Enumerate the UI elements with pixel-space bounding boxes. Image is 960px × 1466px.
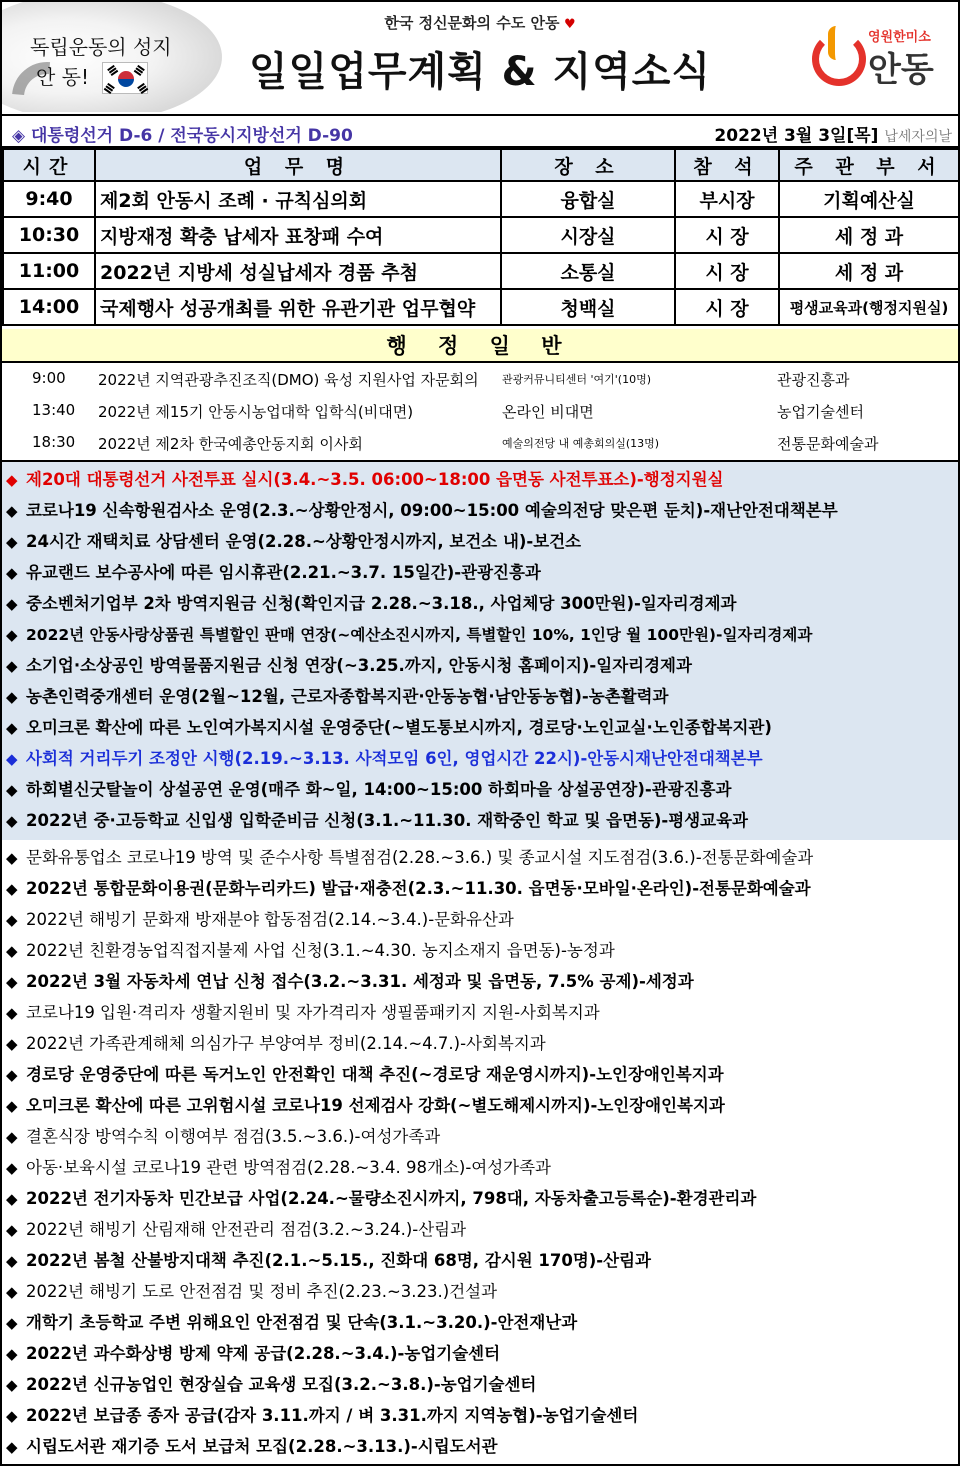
admin-dept: 농업기술센터 <box>777 403 864 421</box>
diamond-icon: ◆ <box>6 595 18 613</box>
schedule-place: 융합실 <box>501 181 675 217</box>
col-header-attend: 참 석 <box>675 149 779 181</box>
notice-text: 2022년 보급종 종자 공급(감자 3.11.까지 / 벼 3.31.까지 지역농협)-농업기술센터 <box>26 1406 639 1425</box>
diamond-icon: ◆ <box>6 1066 18 1084</box>
schedule-attend: 시 장 <box>675 289 779 325</box>
notice-item <box>2 619 958 650</box>
notice-item <box>2 1028 958 1059</box>
notice-item <box>2 1400 958 1431</box>
notice-item <box>2 966 958 997</box>
diamond-icon: ◆ <box>6 1221 18 1239</box>
notice-item <box>2 935 958 966</box>
diamond-icon: ◆ <box>6 1190 18 1208</box>
diamond-icon: ◆ <box>6 1407 18 1425</box>
schedule-dept: 평생교육과(행정지원실) <box>779 289 959 325</box>
notice-item <box>2 1245 958 1276</box>
schedule-dept: 세 정 과 <box>779 253 959 289</box>
notice-item <box>2 1152 958 1183</box>
notice-text: 2022년 해빙기 산림재해 안전관리 점검(3.2.~3.24.)-산림과 <box>26 1220 467 1239</box>
schedule-time: 14:00 <box>3 289 95 325</box>
diamond-icon: ◆ <box>6 688 18 706</box>
schedule-table <box>2 148 960 326</box>
diamond-icon: ◆ <box>6 1376 18 1394</box>
notice-text: 제20대 대통령선거 사전투표 실시(3.4.~3.5. 06:00~18:00 읍면동 사전투표소)-행정지원실 <box>26 470 724 489</box>
admin-dept: 관광진흥과 <box>777 371 850 389</box>
date-display <box>714 121 952 146</box>
notice-text: 사회적 거리두기 조정안 시행(2.19.~3.13. 사적모임 6인, 영업시간 22시)-안동시재난안전대책본부 <box>26 749 763 768</box>
notice-item <box>2 997 958 1028</box>
notice-text: 24시간 재택치료 상담센터 운영(2.28.~상황안정시까지, 보건소 내)-보건소 <box>26 532 582 551</box>
election-bar <box>2 114 958 148</box>
andong-logo <box>808 24 948 94</box>
subtitle-text: 한국 정신문화의 수도 안동 <box>384 14 560 32</box>
notice-text: 오미크론 확산에 따른 고위험시설 코로나19 선제검사 강화(~별도해제시까지)-노인장애인복지과 <box>26 1096 725 1115</box>
col-header-dept: 주 관 부 서 <box>779 149 959 181</box>
admin-name: 2022년 제15기 안동시농업대학 입학식(비대면) <box>98 403 414 421</box>
heart-icon: ♥ <box>559 17 576 32</box>
notice-text: 하회별신굿탈놀이 상설공연 운영(매주 화~일, 14:00~15:00 하회마을 상설공연장)-관광진흥과 <box>26 780 732 799</box>
notice-item <box>2 1090 958 1121</box>
admin-row <box>2 427 958 459</box>
notice-item <box>2 904 958 935</box>
notice-text: 중소벤처기업부 2차 방역지원금 신청(확인지급 2.28.~3.18., 사업체당 300만원)-일자리경제과 <box>26 594 737 613</box>
notice-text: 아동·보육시설 코로나19 관련 방역점검(2.28.~3.4. 98개소)-여성가족과 <box>26 1158 551 1177</box>
schedule-attend: 시 장 <box>675 217 779 253</box>
schedule-time: 10:30 <box>3 217 95 253</box>
notice-text: 오미크론 확산에 따른 노인여가복지시설 운영중단(~별도통보시까지, 경로당·노인교실·노인종합복지관) <box>26 718 772 737</box>
notice-item <box>2 1121 958 1152</box>
notice-item <box>2 1338 958 1369</box>
notice-item <box>2 805 958 836</box>
notice-text: 2022년 가족관계해체 의심가구 부양여부 정비(2.14.~4.7.)-사회복지과 <box>26 1034 546 1053</box>
notice-text: 2022년 신규농업인 현장실습 교육생 모집(3.2.~3.8.)-농업기술센터 <box>26 1375 537 1394</box>
notice-text: 소기업·소상공인 방역물품지원금 신청 연장(~3.25.까지, 안동시청 홈페이지)-일자리경제과 <box>26 656 692 675</box>
notice-text: 2022년 전기자동차 민간보급 사업(2.24.~물량소진시까지, 798대, 자동차출고등록순)-환경관리과 <box>26 1189 757 1208</box>
diamond-icon: ◆ <box>6 1252 18 1270</box>
diamond-icon: ◆ <box>6 626 18 644</box>
notice-item <box>2 1276 958 1307</box>
diamond-icon: ◆ <box>6 564 18 582</box>
schedule-attend: 시 장 <box>675 253 779 289</box>
schedule-row <box>3 217 959 253</box>
diamond-icon: ◆ <box>6 812 18 830</box>
notice-item <box>2 464 958 495</box>
admin-row <box>2 363 958 395</box>
diamond-icon: ◆ <box>6 1159 18 1177</box>
col-header-place: 장 소 <box>501 149 675 181</box>
diamond-icon: ◆ <box>6 471 18 489</box>
notice-text: 2022년 3월 자동차세 연납 신청 접수(3.2.~3.31. 세정과 및 읍면동, 7.5% 공제)-세정과 <box>26 972 694 991</box>
notice-item <box>2 1183 958 1214</box>
diamond-icon: ◆ <box>6 911 18 929</box>
schedule-row <box>3 181 959 217</box>
election-countdown: ◈ 대통령선거 D-6 / 전국동시지방선거 D-90 <box>12 126 353 146</box>
notice-text: 코로나19 신속항원검사소 운영(2.3.~상황안정시, 09:00~15:00 예술의전당 맞은편 둔치)-재난안전대책본부 <box>26 501 838 520</box>
diamond-icon: ◆ <box>6 719 18 737</box>
diamond-icon: ◆ <box>6 1345 18 1363</box>
notice-item <box>2 495 958 526</box>
schedule-task: 지방재정 확충 납세자 표창패 수여 <box>95 217 501 253</box>
diamond-icon: ◆ <box>6 1004 18 1022</box>
admin-place: 온라인 비대면 <box>502 403 594 421</box>
notice-text: 2022년 해빙기 문화재 방재분야 합동점검(2.14.~3.4.)-문화유산과 <box>26 910 514 929</box>
notice-item <box>2 1059 958 1090</box>
admin-place: 예술의전당 내 예총회의실(13명) <box>502 437 660 450</box>
admin-place: 관광커뮤니티센터 '여기'(10명) <box>502 373 652 386</box>
notice-text: 2022년 안동사랑상품권 특별할인 판매 연장(~예산소진시까지, 특별할인 10%, 1인당 월 100만원)-일자리경제과 <box>26 626 813 644</box>
notice-item <box>2 526 958 557</box>
admin-name: 2022년 제2차 한국예총안동지회 이사회 <box>98 435 363 453</box>
notice-item <box>2 842 958 873</box>
notice-text: 2022년 과수화상병 방제 약제 공급(2.28.~3.4.)-농업기술센터 <box>26 1344 501 1363</box>
date-text: 2022년 3월 3일[목] <box>714 126 879 146</box>
admin-heading: 행 정 일 반 <box>2 329 958 363</box>
logo-accent-icon <box>828 26 846 60</box>
diamond-icon: ◆ <box>6 533 18 551</box>
diamond-icon: ◆ <box>6 750 18 768</box>
notice-item <box>2 1214 958 1245</box>
notice-item <box>2 681 958 712</box>
notice-item <box>2 712 958 743</box>
logo-tagline: 영원한미소 <box>868 30 931 45</box>
notice-text: 문화유통업소 코로나19 방역 및 준수사항 특별점검(2.28.~3.6.) 및 종교시설 지도점검(3.6.)-전통문화예술과 <box>26 848 814 867</box>
schedule-task: 2022년 지방세 성실납세자 경품 추첨 <box>95 253 501 289</box>
schedule-task: 제2회 안동시 조례 · 규칙심의회 <box>95 181 501 217</box>
logo-name: 안동 <box>868 50 934 90</box>
admin-time: 18:30 <box>32 433 76 451</box>
notice-item <box>2 1369 958 1400</box>
notice-text: 개학기 초등학교 주변 위해요인 안전점검 및 단속(3.1.~3.20.)-안전재난과 <box>26 1313 578 1332</box>
schedule-time: 9:40 <box>3 181 95 217</box>
notice-text: 2022년 해빙기 도로 안전점검 및 정비 추진(2.23.~3.23.)건설과 <box>26 1282 498 1301</box>
admin-time: 13:40 <box>32 401 76 419</box>
notice-item <box>2 1431 958 1462</box>
schedule-place: 소통실 <box>501 253 675 289</box>
diamond-icon: ◆ <box>6 502 18 520</box>
schedule-dept: 세 정 과 <box>779 217 959 253</box>
schedule-place: 청백실 <box>501 289 675 325</box>
admin-name: 2022년 지역관광추진조직(DMO) 육성 지원사업 자문회의 <box>98 371 479 389</box>
schedule-dept: 기획예산실 <box>779 181 959 217</box>
admin-time: 9:00 <box>32 369 66 387</box>
notice-text: 시립도서관 재기증 도서 보급처 모집(2.28.~3.13.)-시립도서관 <box>26 1437 498 1456</box>
diamond-icon: ◆ <box>6 1097 18 1115</box>
schedule-attend: 부시장 <box>675 181 779 217</box>
diamond-icon: ◆ <box>6 781 18 799</box>
diamond-icon: ◆ <box>6 657 18 675</box>
col-header-task: 업 무 명 <box>95 149 501 181</box>
notice-text: 코로나19 입원·격리자 생활지원비 및 자가격리자 생필품패키지 지원-사회복지과 <box>26 1003 600 1022</box>
notice-item <box>2 588 958 619</box>
admin-dept: 전통문화예술과 <box>777 435 879 453</box>
schedule-place: 시장실 <box>501 217 675 253</box>
notice-text: 결혼식장 방역수칙 이행여부 점검(3.5.~3.6.)-여성가족과 <box>26 1127 441 1146</box>
page-title: 일일업무계획 & 지역소식 <box>248 49 712 95</box>
diamond-icon: ◆ <box>6 849 18 867</box>
tax-day-note: 납세자의날 <box>884 129 952 145</box>
notice-text: 경로당 운영중단에 따른 독거노인 안전확인 대책 추진(~경로당 재운영시까지)-노인장애인복지과 <box>26 1065 724 1084</box>
schedule-header-row <box>3 149 959 181</box>
admin-row <box>2 395 958 427</box>
schedule-row <box>3 253 959 289</box>
notice-item <box>2 650 958 681</box>
page-inner <box>2 2 958 1464</box>
diamond-icon: ◆ <box>6 880 18 898</box>
notice-text: 2022년 봄철 산불방지대책 추진(2.1.~5.15., 진화대 68명, 감시원 170명)-산림과 <box>26 1251 651 1270</box>
diamond-icon: ◆ <box>6 942 18 960</box>
notice-item <box>2 557 958 588</box>
slogan-line-2: 안 동! <box>36 65 90 89</box>
diamond-icon: ◆ <box>6 1283 18 1301</box>
diamond-icon: ◆ <box>6 973 18 991</box>
notice-text: 유교랜드 보수공사에 따른 임시휴관(2.21.~3.7. 15일간)-관광진흥과 <box>26 563 541 582</box>
schedule-time: 11:00 <box>3 253 95 289</box>
notice-item <box>2 743 958 774</box>
notice-item <box>2 1307 958 1338</box>
schedule-task: 국제행사 성공개최를 위한 유관기관 업무협약 <box>95 289 501 325</box>
notice-text: 2022년 중·고등학교 신입생 입학준비금 신청(3.1.~11.30. 재학중인 학교 및 읍면동)-평생교육과 <box>26 811 748 830</box>
diamond-icon: ◆ <box>6 1438 18 1456</box>
slogan-line-1: 독립운동의 성지 <box>30 35 172 59</box>
notice-text: 2022년 친환경농업직접지불제 사업 신청(3.1.~4.30. 농지소재지 읍면동)-농정과 <box>26 941 615 960</box>
diamond-icon: ◆ <box>6 1128 18 1146</box>
notice-item <box>2 774 958 805</box>
schedule-row <box>3 289 959 325</box>
header <box>2 2 958 112</box>
notice-text: 2022년 통합문화이용권(문화누리카드) 발급·재충전(2.3.~11.30. 읍면동·모바일·온라인)-전통문화예술과 <box>26 879 811 898</box>
notice-text: 농촌인력중개센터 운영(2월~12월, 근로자종합복지관·안동농협·남안동농협)-농촌활력과 <box>26 687 669 706</box>
col-header-time: 시간 <box>3 149 95 181</box>
diamond-icon: ◆ <box>6 1314 18 1332</box>
diamond-icon: ◆ <box>6 1035 18 1053</box>
notice-item <box>2 873 958 904</box>
